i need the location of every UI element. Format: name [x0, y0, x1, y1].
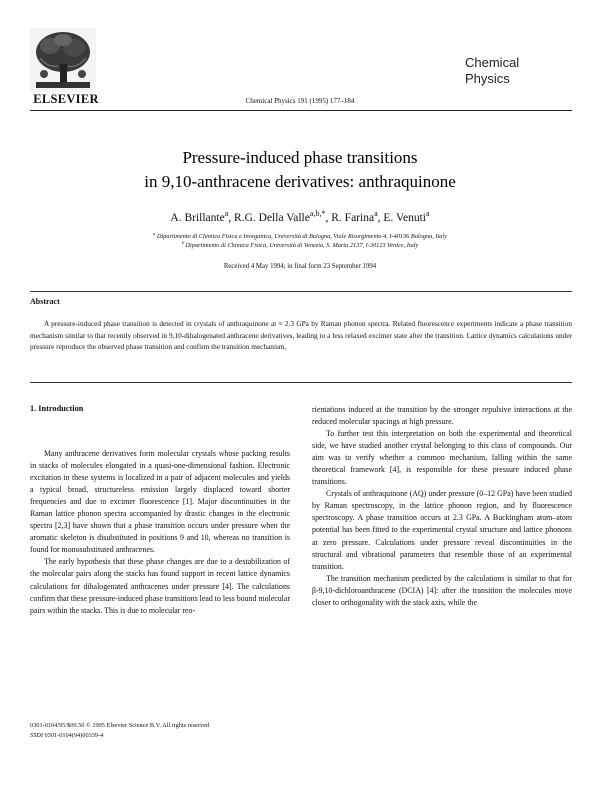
article-title-line-1: Pressure-induced phase transitions: [182, 148, 418, 167]
journal-name-line-1: Chemical: [465, 55, 520, 70]
affiliation-b: [0, 239, 600, 249]
affiliation-a: [0, 230, 600, 240]
header-divider: [30, 110, 572, 111]
author-4-affil-mark: a: [426, 209, 430, 219]
publisher-name: ELSEVIER: [33, 92, 99, 106]
ssdi-line: [30, 731, 209, 741]
paragraph: Many anthracene derivatives form molecular crystals whose packing results in stacks of molecules elongated in a quasi-one-dimensional fashion. Electronic excitation in these systems is localized in a pair of adjacent molecules and yields a typical broad, structureless emission largely displaced toward shorter frequencies and due to excimer fluorescence [1]. Major discontinuities in the Raman lattice phonon spectra accompanied by drastic changes in the electronic spectra [2,3] have shown that a phase transition occurs under pressure when the aromatic skeleton is disubstituted in positions 9 and 10, whereas no transition is found for monosubstituted anthracenes.: [30, 449, 290, 555]
article-title-line-2: in 9,10-anthracene derivatives: anthraquinone: [144, 172, 456, 191]
affiliation-b-text: Dipartimento di Chimica Fisica, Università di Venezia, S. Marta 2137, I-30123 Venice, Italy: [185, 242, 419, 249]
author-4: , E. Venuti: [377, 212, 426, 224]
paragraph: The transition mechanism predicted by the calculations is similar to that for β-9,10-dichloroanthracene (DCIA) [4]: after the transition the molecules move closer to orthogonality with the stack axis, while the: [312, 573, 572, 607]
copyright-footer: [30, 721, 209, 741]
paragraph-continuation: rientations induced at the transition by the stronger repulsive interactions at the reduced molecular spacings at high pressure.: [312, 405, 572, 427]
author-2: , R.G. Della Valle: [228, 212, 310, 224]
author-3: , R. Farina: [325, 212, 375, 224]
paragraph: To further test this interpretation on both the experimental and theoretical side, we have studied another crystal belonging to this class of compounds. Our aim was to verify whether a common mechanism, falling within the same theoretical framework [4], is responsible for these pressure induced phase transitions.: [312, 429, 572, 487]
paragraph: Crystals of anthraquinone (AQ) under pressure (0–12 GPa) have been studied by Raman spectroscopy, in the lattice phonon region, and by fluorescence spectroscopy. A phase transition occurs at 2.3 GPa. A Buckingham atom–atom potential has been fitted to the experimental crystal structure and lattice phonons at zero pressure. Calculations under pressure reveal discontinuities in the structural and vibrational parameters that resemble those of an experimental transition.: [312, 489, 572, 571]
received-date: Received 4 May 1994; in final form 23 September 1994: [223, 263, 377, 270]
section-heading-introduction: 1. Introduction: [30, 404, 84, 413]
author-1: A. Brillante: [170, 212, 225, 224]
abstract-text: A pressure-induced phase transition is detected in crystals of anthraquinone at ≈ 2.3 GPa by Raman phonon spectra. Related fluorescence experiments indicate a phase transition mechanism similar to that recently observed in 9,10-dihalogenated anthracene derivatives, leading to a less relaxed excimer state after the transition. Lattice dynamics calculations under pressure reproduce the observed phase transition and confirm the transition mechanism.: [30, 319, 572, 352]
elsevier-tree-logo-icon: [30, 28, 96, 92]
author-3-affil-mark: a: [374, 209, 378, 219]
ssdi-prefix: SSDI: [30, 732, 43, 739]
author-1-affil-mark: a: [224, 209, 229, 219]
journal-name: [465, 55, 519, 87]
right-column: [312, 404, 572, 609]
left-column: [30, 448, 290, 617]
abstract-top-rule: [30, 291, 572, 292]
journal-citation: Chemical Physics 191 (1995) 177–184: [245, 97, 355, 105]
abstract-bottom-rule: [30, 382, 572, 383]
paragraph: The early hypothesis that these phase changes are due to a destabilization of the molecular pairs along the stacks has found support in recent lattice dynamics calculations for dihalogenated anthracenes under pressure [4]. The calculations confirm that these pressure-induced phase transitions lead to less bound molecular pairs within the stacks. This is due to molecular reo-: [30, 557, 290, 615]
copyright-line: 0301-0104/95/$09.50 © 1995 Elsevier Science B.V. All rights reserved: [30, 722, 210, 729]
affiliation-a-mark: a: [153, 230, 156, 236]
abstract-heading: Abstract: [30, 297, 60, 306]
affiliation-a-text: Dipartimento di Chimica Fisica e Inorganica, Università di Bologna, Viale Risorgimento 4, I-40136 Bologna, Italy: [156, 233, 447, 240]
journal-name-line-2: Physics: [465, 71, 510, 86]
ssdi-code: 0301-0104(94)00339-4: [42, 732, 104, 739]
author-list: [0, 209, 600, 224]
affiliation-b-mark: b: [181, 239, 184, 245]
author-2-affil-mark: a,b,*: [309, 209, 326, 219]
